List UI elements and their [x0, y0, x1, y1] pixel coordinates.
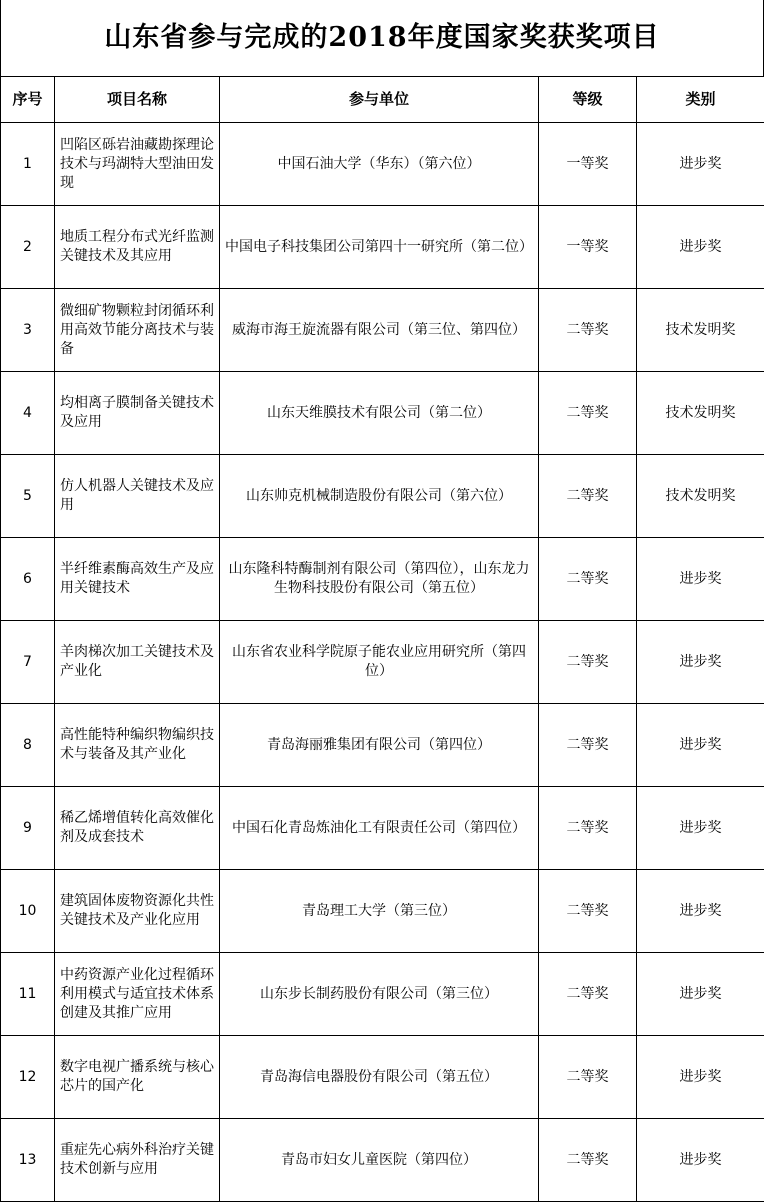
row-project-name: 地质工程分布式光纤监测关键技术及其应用	[55, 206, 220, 289]
table-row	[1, 870, 764, 953]
page-title: 山东省参与完成的2018年度国家奖获奖项目	[0, 0, 764, 76]
row-category: 技术发明奖	[637, 372, 764, 455]
row-unit: 威海市海王旋流器有限公司（第三位、第四位）	[220, 289, 539, 372]
table-row	[1, 538, 764, 621]
row-grade: 一等奖	[539, 123, 637, 206]
row-unit: 山东帅克机械制造股份有限公司（第六位）	[220, 455, 539, 538]
row-unit: 中国电子科技集团公司第四十一研究所（第二位）	[220, 206, 539, 289]
row-grade: 一等奖	[539, 206, 637, 289]
row-project-name: 羊肉梯次加工关键技术及产业化	[55, 621, 220, 704]
row-project-name: 稀乙烯增值转化高效催化剂及成套技术	[55, 787, 220, 870]
row-unit: 山东天维膜技术有限公司（第二位）	[220, 372, 539, 455]
row-unit: 中国石化青岛炼油化工有限责任公司（第四位）	[220, 787, 539, 870]
row-grade: 二等奖	[539, 704, 637, 787]
row-project-name: 数字电视广播系统与核心芯片的国产化	[55, 1036, 220, 1119]
row-category: 进步奖	[637, 206, 764, 289]
row-unit: 山东隆科特酶制剂有限公司（第四位），山东龙力生物科技股份有限公司（第五位）	[220, 538, 539, 621]
row-no: 12	[1, 1036, 55, 1119]
row-no: 4	[1, 372, 55, 455]
row-category: 技术发明奖	[637, 455, 764, 538]
row-unit: 青岛理工大学（第三位）	[220, 870, 539, 953]
table-row	[1, 953, 764, 1036]
row-category: 进步奖	[637, 953, 764, 1036]
row-grade: 二等奖	[539, 455, 637, 538]
table-row	[1, 621, 764, 704]
table-row	[1, 1119, 764, 1202]
table-row	[1, 206, 764, 289]
row-no: 7	[1, 621, 55, 704]
row-project-name: 凹陷区砾岩油藏勘探理论技术与玛湖特大型油田发现	[55, 123, 220, 206]
row-project-name: 高性能特种编织物编织技术与装备及其产业化	[55, 704, 220, 787]
table-row	[1, 1036, 764, 1119]
row-grade: 二等奖	[539, 953, 637, 1036]
row-category: 进步奖	[637, 1119, 764, 1202]
row-project-name: 中药资源产业化过程循环利用模式与适宜技术体系创建及其推广应用	[55, 953, 220, 1036]
table-row	[1, 289, 764, 372]
row-category: 进步奖	[637, 123, 764, 206]
row-unit: 山东省农业科学院原子能农业应用研究所（第四位）	[220, 621, 539, 704]
row-grade: 二等奖	[539, 289, 637, 372]
row-project-name: 仿人机器人关键技术及应用	[55, 455, 220, 538]
row-project-name: 半纤维素酶高效生产及应用关键技术	[55, 538, 220, 621]
table-body	[1, 123, 764, 1202]
row-project-name: 建筑固体废物资源化共性关键技术及产业化应用	[55, 870, 220, 953]
row-grade: 二等奖	[539, 787, 637, 870]
row-project-name: 重症先心病外科治疗关键技术创新与应用	[55, 1119, 220, 1202]
row-unit: 青岛海丽雅集团有限公司（第四位）	[220, 704, 539, 787]
row-grade: 二等奖	[539, 538, 637, 621]
table-row	[1, 123, 764, 206]
row-grade: 二等奖	[539, 372, 637, 455]
row-no: 1	[1, 123, 55, 206]
header-unit: 参与单位	[220, 77, 539, 123]
row-category: 进步奖	[637, 621, 764, 704]
table-row	[1, 704, 764, 787]
row-no: 6	[1, 538, 55, 621]
row-category: 进步奖	[637, 787, 764, 870]
row-unit: 山东步长制药股份有限公司（第三位）	[220, 953, 539, 1036]
row-no: 13	[1, 1119, 55, 1202]
row-project-name: 均相离子膜制备关键技术及应用	[55, 372, 220, 455]
row-no: 10	[1, 870, 55, 953]
row-project-name: 微细矿物颗粒封闭循环利用高效节能分离技术与装备	[55, 289, 220, 372]
table-row	[1, 455, 764, 538]
row-grade: 二等奖	[539, 1119, 637, 1202]
header-category: 类别	[637, 77, 764, 123]
header-no: 序号	[1, 77, 55, 123]
row-category: 进步奖	[637, 1036, 764, 1119]
header-project-name: 项目名称	[55, 77, 220, 123]
row-unit: 青岛市妇女儿童医院（第四位）	[220, 1119, 539, 1202]
row-no: 11	[1, 953, 55, 1036]
row-unit: 青岛海信电器股份有限公司（第五位）	[220, 1036, 539, 1119]
row-no: 3	[1, 289, 55, 372]
row-no: 5	[1, 455, 55, 538]
header-grade: 等级	[539, 77, 637, 123]
row-grade: 二等奖	[539, 870, 637, 953]
row-no: 2	[1, 206, 55, 289]
row-grade: 二等奖	[539, 1036, 637, 1119]
row-category: 技术发明奖	[637, 289, 764, 372]
table-row	[1, 787, 764, 870]
award-table	[0, 76, 764, 1202]
row-unit: 中国石油大学（华东）（第六位）	[220, 123, 539, 206]
row-category: 进步奖	[637, 538, 764, 621]
table-header-row	[1, 77, 764, 123]
row-no: 8	[1, 704, 55, 787]
row-grade: 二等奖	[539, 621, 637, 704]
row-category: 进步奖	[637, 704, 764, 787]
table-row	[1, 372, 764, 455]
row-category: 进步奖	[637, 870, 764, 953]
row-no: 9	[1, 787, 55, 870]
